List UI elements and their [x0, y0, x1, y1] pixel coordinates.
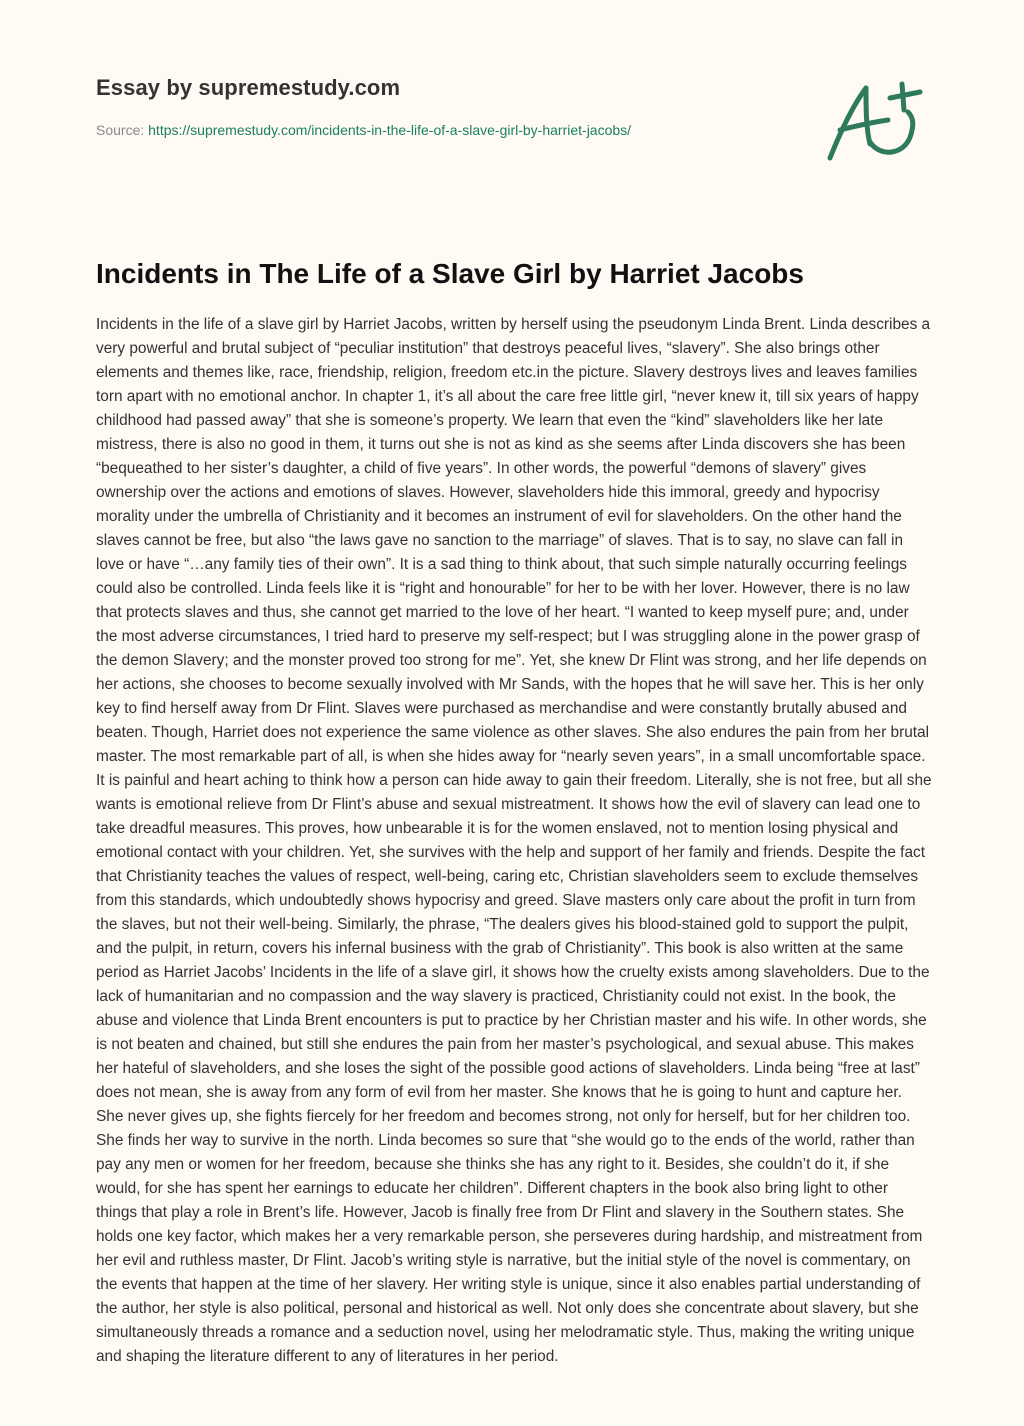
essay-body: Incidents in the life of a slave girl by Harriet Jacobs, written by herself using the pseudonym Linda Brent. Linda describes a very powerful and brutal subject of “peculiar institution” that destroys peaceful lives, “slavery”. She also brings other elements and themes like, race, friendship, religion, freedom etc.in the picture. Slavery destroys lives and leaves families torn apart with no emotional anchor. In chapter 1, it’s all about the care free little girl, “never knew it, till six years of happy childhood had passed away” that she is someone’s property. We learn that even the “kind” slaveholders like her late mistress, there is also no good in them, it turns out she is not as kind as she seems after Linda discovers she has been “bequeathed to her sister’s daughter, a child of five years”. In other words, the powerful “demons of slavery” gives ownership over the actions and emotions of slaves. However, slaveholders hide this immoral, greedy and hypocrisy morality under the umbrella of Christianity and it becomes an instrument of evil for slaveholders. On the other hand the slaves cannot be free, but also “the laws gave no sanction to the marriage” of slaves. That is to say, no slave can fall in love or have “…any family ties of their own”. It is a sad thing to think about, that such simple naturally occurring feelings could also be controlled. Linda feels like it is “right and honourable” for her to be with her lover. However, there is no law that protects slaves and thus, she cannot get married to the love of her heart. “I wanted to keep myself pure; and, under the most adverse circumstances, I tried hard to preserve my self-respect; but I was struggling alone in the power grasp of the demon Slavery; and the monster proved too strong for me”. Yet, she knew Dr Flint was strong, and her life depends on her actions, she chooses to become sexually involved with Mr Sands, with the hopes that he will save her. This is her only key to find herself away from Dr Flint. Slaves were purchased as merchandise and were constantly brutally abused and beaten. Though, Harriet does not experience the same violence as other slaves. She also endures the pain from her brutal master. The most remarkable part of all, is when she hides away for “nearly seven years”, in a small uncomfortable space. It is painful and heart aching to think how a person can hide away to gain their freedom. Literally, she is not free, but all she wants is emotional relieve from Dr Flint’s abuse and sexual mistreatment. It shows how the evil of slavery can lead one to take dreadful measures. This proves, how unbearable it is for the women enslaved, not to mention losing physical and emotional contact with your children. Yet, she survives with the help and support of her family and friends. Despite the fact that Christianity teaches the values of respect, well-being, caring etc, Christian slaveholders seem to exclude themselves from this standards, which undoubtedly shows hypocrisy and greed. Slave masters only care about the profit in turn from the slaves, but not their well-being. Similarly, the phrase, “The dealers gives his blood-stained gold to support the pulpit, and the pulpit, in return, covers his infernal business with the grab of Christianity”. This book is also written at the same period as Harriet Jacobs’ Incidents in the life of a slave girl, it shows how the cruelty exists among slaveholders. Due to the lack of humanitarian and no compassion and the way slavery is practiced, Christianity could not exist. In the book, the abuse and violence that Linda Brent encounters is put to practice by her Christian master and his wife. In other words, she is not beaten and chained, but still she endures the pain from her master’s psychological, and sexual abuse. This makes her hateful of slaveholders, and she loses the sight of the possible good actions of slaveholders. Linda being “free at last” does not mean, she is away from any form of evil from her master. She knows that he is going to hunt and capture her. She never gives up, she fights fiercely for her freedom and becomes strong, not only for herself, but for her children too. She finds her way to survive in the north. Linda becomes so sure that “she would go to the ends of the world, rather than pay any men or women for her freedom, because she thinks she has any right to it. Besides, she couldn’t do it, if she would, for she has spent her earnings to educate her children”. Different chapters in the book also bring light to other things that play a role in Brent’s life. However, Jacob is finally free from Dr Flint and slavery in the Southern states. She holds one key factor, which makes her a very remarkable person, she perseveres during hardship, and mistreatment from her evil and ruthless master, Dr Flint. Jacob’s writing style is narrative, but the initial style of the novel is commentary, on the events that happen at the time of her slavery. Her writing style is unique, since it also enables partial understanding of the author, her style is also political, personal and historical as well. Not only does she concentrate about slavery, but she simultaneously threads a romance and a seduction novel, using her melodramatic style. Thus, making the writing unique and shaping the literature different to any of literatures in her period.	[96, 316, 932, 1365]
source-link[interactable]: https://supremestudy.com/incidents-in-the-life-of-a-slave-girl-by-harriet-jacobs/	[148, 122, 632, 138]
source-label: Source:	[96, 122, 145, 138]
essay-title: Incidents in The Life of a Slave Girl by Harriet Jacobs	[96, 258, 804, 289]
site-title: Essay by supremestudy.com	[96, 75, 401, 100]
a-plus-logo-svg	[820, 66, 930, 166]
source-line	[96, 120, 796, 140]
page-header	[96, 72, 796, 140]
a-plus-grade-icon	[820, 66, 930, 166]
